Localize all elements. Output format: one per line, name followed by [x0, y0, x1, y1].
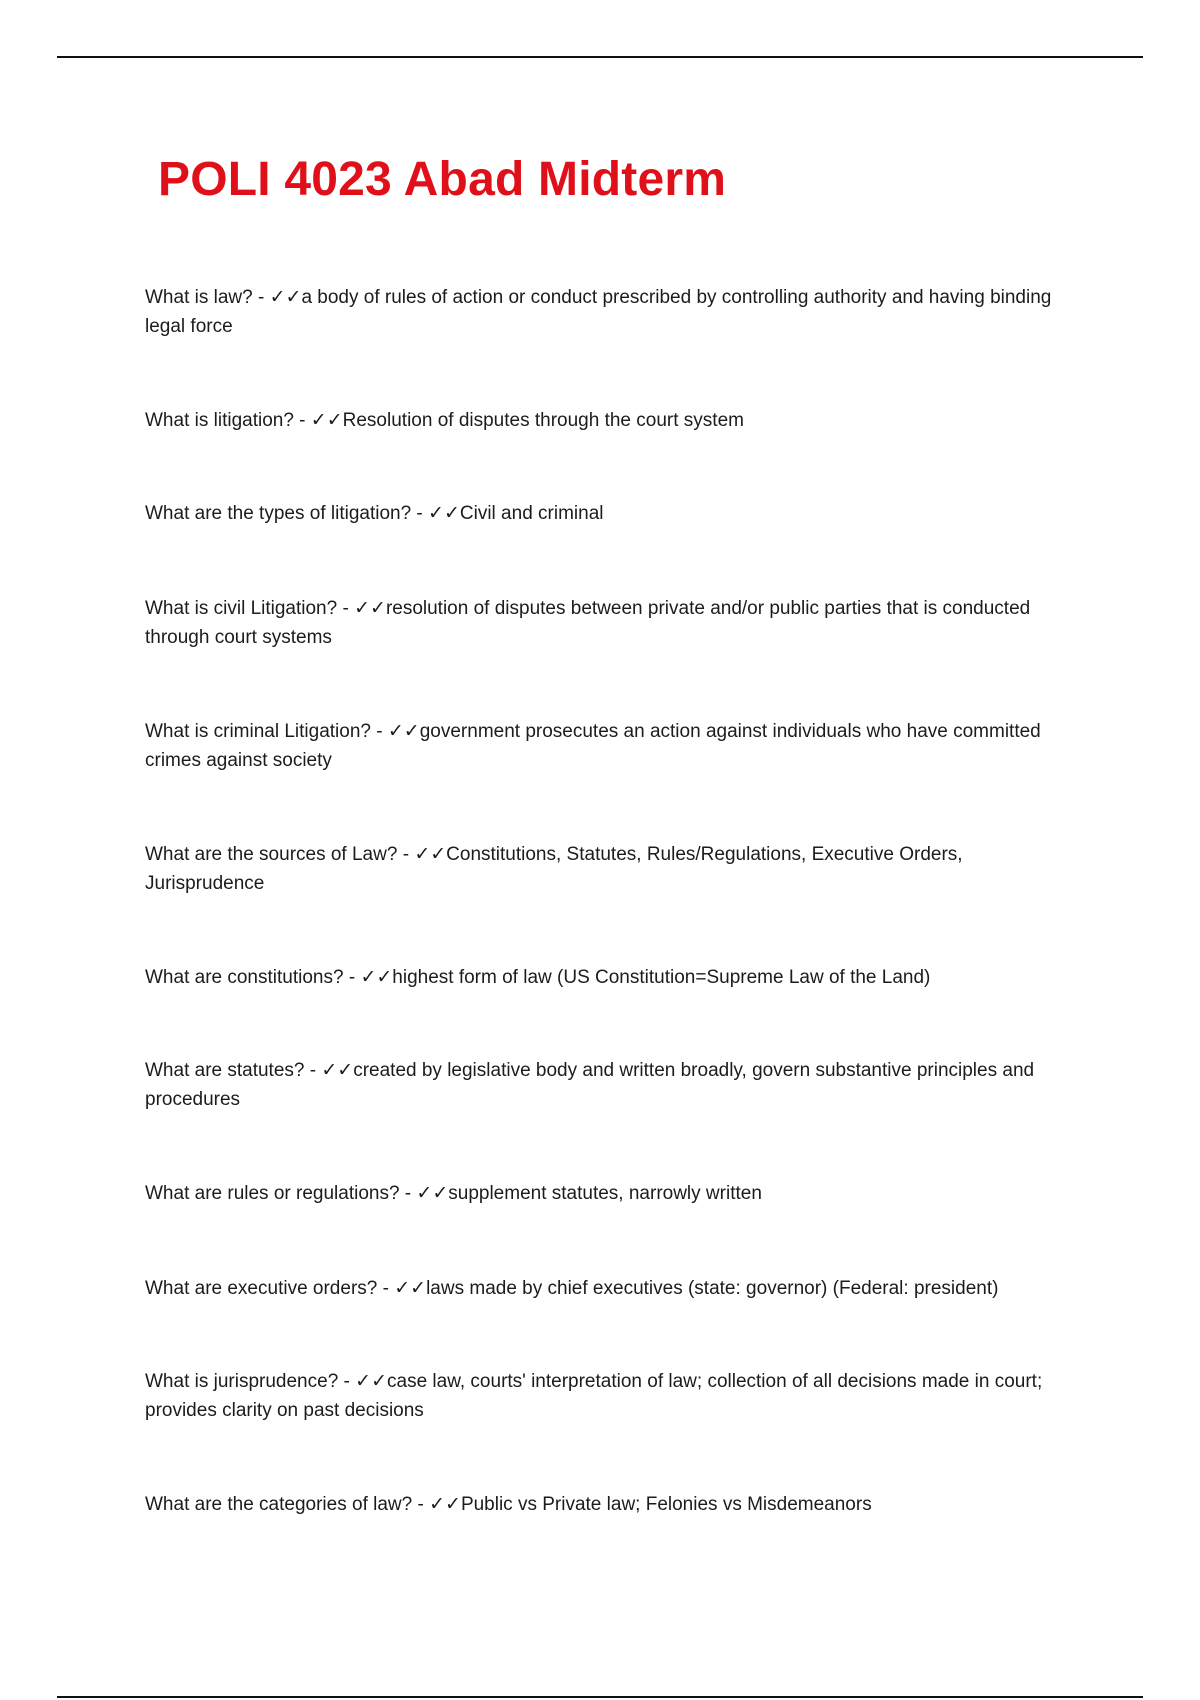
separator: -	[377, 1278, 395, 1299]
answer: Civil and criminal	[459, 503, 604, 524]
qa-item	[145, 717, 1065, 775]
qa-item	[145, 840, 1065, 898]
document-title: POLI 4023 Abad Midterm	[158, 153, 727, 206]
check-marks-icon: ✓✓	[310, 409, 343, 431]
check-marks-icon: ✓✓	[428, 502, 460, 524]
check-marks-icon: ✓✓	[429, 1493, 461, 1515]
check-marks-icon: ✓✓	[355, 1370, 387, 1392]
answer: laws made by chief executives (state: governor) (Federal: president)	[426, 1278, 999, 1299]
question: What is law?	[145, 287, 253, 308]
question: What are the sources of Law?	[145, 844, 398, 865]
top-rule	[57, 56, 1143, 58]
qa-item	[145, 1490, 1065, 1519]
separator: -	[370, 721, 388, 742]
qa-item	[145, 594, 1065, 652]
separator: -	[337, 598, 355, 619]
separator: -	[293, 410, 311, 431]
answer: case law, courts' interpretation of law; collection of all decisions made in court; provides clarity on past decisions	[145, 1371, 1043, 1421]
check-marks-icon: ✓✓	[414, 843, 447, 865]
separator: -	[399, 1183, 417, 1204]
answer: highest form of law (US Constitution=Supreme Law of the Land)	[392, 967, 931, 988]
check-marks-icon: ✓✓	[387, 720, 420, 742]
separator: -	[343, 967, 361, 988]
answer: government prosecutes an action against individuals who have committed crimes against society	[145, 721, 1041, 771]
qa-item	[145, 963, 1065, 992]
question: What is criminal Litigation?	[145, 721, 371, 742]
qa-item	[145, 499, 1065, 528]
question: What is jurisprudence?	[145, 1371, 339, 1392]
check-marks-icon: ✓✓	[360, 966, 393, 988]
separator: -	[411, 503, 429, 524]
separator: -	[397, 844, 415, 865]
question: What are the types of litigation?	[145, 503, 412, 524]
separator: -	[338, 1371, 356, 1392]
qa-item	[145, 1274, 1065, 1303]
check-marks-icon: ✓✓	[321, 1059, 354, 1081]
answer: created by legislative body and written broadly, govern substantive principles and procedures	[145, 1060, 1035, 1110]
question: What is civil Litigation?	[145, 598, 338, 619]
answer: Public vs Private law; Felonies vs Misdemeanors	[460, 1494, 872, 1515]
check-marks-icon: ✓✓	[394, 1277, 427, 1299]
question: What are constitutions?	[145, 967, 344, 988]
answer: Resolution of disputes through the court system	[342, 410, 744, 431]
qa-item	[145, 1367, 1065, 1425]
qa-item	[145, 1056, 1065, 1114]
question: What are rules or regulations?	[145, 1183, 400, 1204]
check-marks-icon: ✓✓	[416, 1182, 449, 1204]
bottom-rule	[57, 1696, 1143, 1698]
question: What are statutes?	[145, 1060, 305, 1081]
answer: resolution of disputes between private and/or public parties that is conducted through court systems	[145, 598, 1031, 648]
answer: a body of rules of action or conduct prescribed by controlling authority and having binding legal force	[145, 287, 1052, 337]
separator: -	[304, 1060, 322, 1081]
qa-item	[145, 406, 1065, 435]
check-marks-icon: ✓✓	[354, 597, 386, 619]
separator: -	[252, 287, 270, 308]
qa-item	[145, 283, 1065, 341]
question: What are the categories of law?	[145, 1494, 413, 1515]
question: What is litigation?	[145, 410, 294, 431]
question: What are executive orders?	[145, 1278, 378, 1299]
check-marks-icon: ✓✓	[269, 286, 302, 308]
answer: Constitutions, Statutes, Rules/Regulations, Executive Orders, Jurisprudence	[145, 844, 963, 894]
separator: -	[412, 1494, 430, 1515]
answer: supplement statutes, narrowly written	[448, 1183, 762, 1204]
qa-item	[145, 1179, 1065, 1208]
